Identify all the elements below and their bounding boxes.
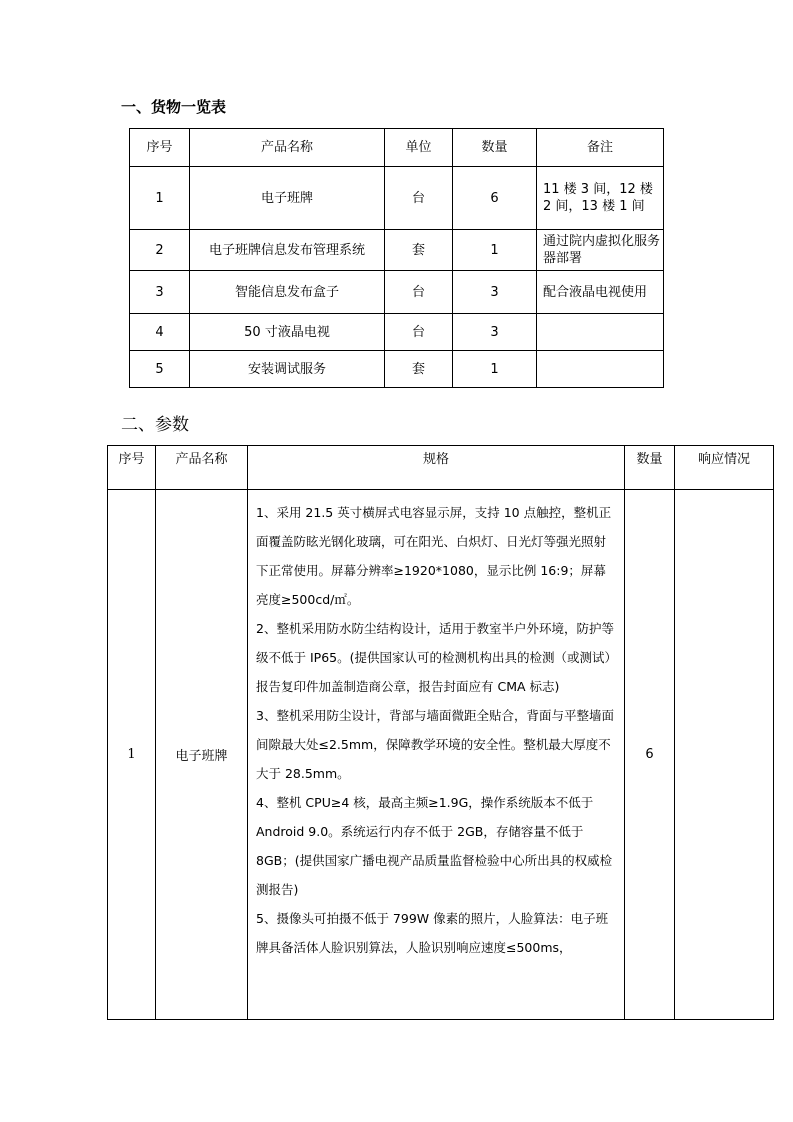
header-cell: 单位 — [385, 129, 453, 167]
header-cell: 备注 — [537, 129, 664, 167]
note: 通过院内虚拟化服务器部署 — [537, 230, 664, 271]
quantity: 6 — [625, 490, 675, 1020]
unit: 套 — [385, 230, 453, 271]
spec-paragraph: 4、整机 CPU≥4 核，最高主频≥1.9G，操作系统版本不低于 Android 9.0。系统运行内存不低于 2GB，存储容量不低于 8GB；(提供国家广播电视产品质量监督检验中心所出具的权威检测报告) — [256, 795, 613, 897]
unit: 台 — [385, 167, 453, 230]
spec-paragraph: 3、整机采用防尘设计，背部与墙面微距全贴合，背面与平整墙面间隙最大处≤2.5mm，保障教学环境的安全性。整机最大厚度不大于 28.5mm。 — [256, 708, 614, 781]
header-cell: 响应情况 — [675, 446, 774, 490]
section1-title: 一、货物一览表 — [121, 98, 227, 116]
spec-paragraph: 2、整机采用防水防尘结构设计，适用于教室半户外环境，防护等级不低于 IP65。(提供国家认可的检测机构出具的检测（或测试）报告复印件加盖制造商公章，报告封面应有 CMA 标志) — [256, 621, 614, 694]
row-number: 1 — [130, 167, 190, 230]
header-cell: 规格 — [248, 446, 625, 490]
unit: 台 — [385, 314, 453, 351]
unit: 台 — [385, 271, 453, 314]
header-cell: 数量 — [453, 129, 537, 167]
header-cell: 序号 — [108, 446, 156, 490]
spec-paragraph: 5、摄像头可拍摄不低于 799W 像素的照片，人脸算法：电子班牌具备活体人脸识别算法，人脸识别响应速度≤500ms， — [256, 911, 609, 955]
row-number: 1 — [108, 490, 156, 1020]
table-header-row — [130, 129, 664, 167]
response-cell — [675, 490, 774, 1020]
table-row — [130, 230, 664, 271]
quantity: 3 — [453, 314, 537, 351]
product-name: 电子班牌信息发布管理系统 — [190, 230, 385, 271]
note: 11 楼 3 间，12 楼 2 间，13 楼 1 间 — [537, 167, 664, 230]
table-row — [130, 167, 664, 230]
unit: 套 — [385, 351, 453, 388]
row-number: 2 — [130, 230, 190, 271]
table-row — [108, 490, 774, 1020]
spec-cell — [248, 490, 625, 1020]
quantity: 3 — [453, 271, 537, 314]
row-number: 5 — [130, 351, 190, 388]
table-row — [130, 351, 664, 388]
product-name: 50 寸液晶电视 — [190, 314, 385, 351]
table-header-row — [108, 446, 774, 490]
header-cell: 产品名称 — [190, 129, 385, 167]
goods-list-table — [129, 128, 664, 388]
product-name: 电子班牌 — [190, 167, 385, 230]
product-name: 安装调试服务 — [190, 351, 385, 388]
table-row — [130, 314, 664, 351]
note — [537, 314, 664, 351]
header-cell: 产品名称 — [156, 446, 248, 490]
row-number: 3 — [130, 271, 190, 314]
header-cell: 数量 — [625, 446, 675, 490]
note — [537, 351, 664, 388]
note: 配合液晶电视使用 — [537, 271, 664, 314]
section2-title: 二、参数 — [121, 415, 189, 435]
parameters-table — [107, 445, 774, 1020]
quantity: 1 — [453, 351, 537, 388]
spec-paragraph: 1、采用 21.5 英寸横屏式电容显示屏，支持 10 点触控，整机正面覆盖防眩光钢化玻璃，可在阳光、白炽灯、日光灯等强光照射下正常使用。屏幕分辨率≥1920*1080，显示比例 16:9；屏幕亮度≥500cd/㎡。 — [256, 505, 612, 607]
row-number: 4 — [130, 314, 190, 351]
quantity: 1 — [453, 230, 537, 271]
product-name: 智能信息发布盒子 — [190, 271, 385, 314]
table-row — [130, 271, 664, 314]
header-cell: 序号 — [130, 129, 190, 167]
product-name: 电子班牌 — [156, 490, 248, 1020]
quantity: 6 — [453, 167, 537, 230]
